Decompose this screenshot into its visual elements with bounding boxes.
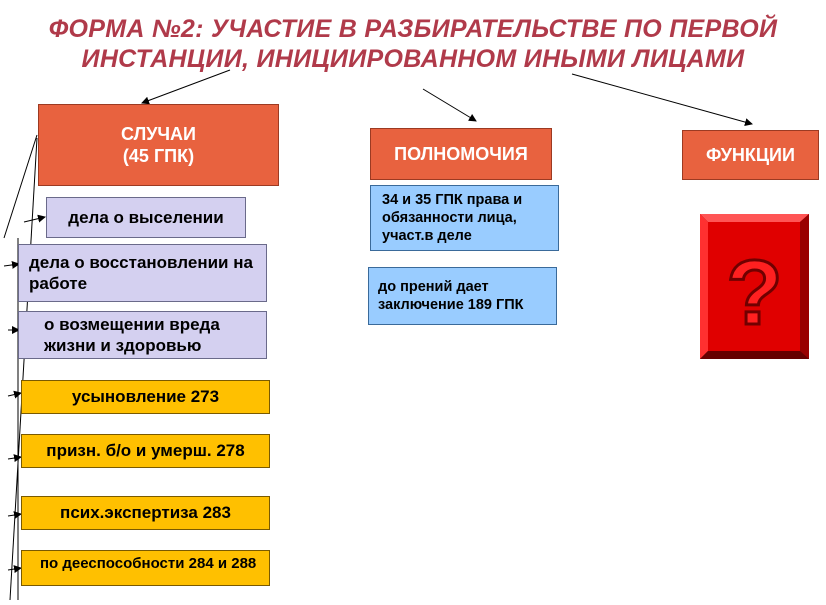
case-eviction <box>46 197 246 238</box>
case-missing-deceased <box>21 434 270 468</box>
case-label: дела о выселении <box>68 208 224 227</box>
title-line-1: ФОРМА №2: УЧАСТИЕ В РАЗБИРАТЕЛЬСТВЕ ПО ПЕРВОЙ <box>48 15 778 43</box>
arrow-case-4 <box>8 393 21 396</box>
arrow-to-cases <box>142 70 230 103</box>
power-rights-duties <box>370 185 559 251</box>
power-label: 34 и 35 ГПК права и обязанности лица, участ.в деле <box>382 192 523 244</box>
arrow-case-5 <box>8 457 21 459</box>
case-legal-capacity <box>21 550 270 586</box>
functions-header <box>682 130 819 180</box>
functions-header-label: ФУНКЦИИ <box>706 145 795 165</box>
question-mark-icon <box>700 214 809 359</box>
cases-header <box>38 104 279 186</box>
title-line-2: ИНСТАНЦИИ, ИНИЦИИРОВАННОМ ИНЫМИ ЛИЦАМИ <box>81 45 745 73</box>
cases-header-line-2: (45 ГПК) <box>122 146 195 166</box>
powers-header-label: ПОЛНОМОЧИЯ <box>394 144 528 164</box>
arrow-case-2 <box>4 264 19 266</box>
powers-header <box>370 128 552 180</box>
case-label: псих.экспертиза 283 <box>60 503 231 522</box>
case-adoption <box>21 380 270 414</box>
arrow-to-powers <box>423 89 476 121</box>
case-label: о возмещении вреда жизни и здоровью <box>44 315 220 355</box>
arrow-case-7 <box>8 568 21 570</box>
case-health-damage <box>18 311 267 359</box>
arrow-to-functions <box>572 74 752 124</box>
case-label: усыновление 273 <box>71 387 220 406</box>
question-mark-glyph: ? <box>726 242 783 344</box>
power-conclusion <box>368 267 557 325</box>
case-label: дела о восстановлении на работе <box>29 253 253 293</box>
case-psych-expertise <box>21 496 270 530</box>
case-reinstatement <box>18 244 267 302</box>
cases-header-line-1: СЛУЧАИ <box>121 124 196 144</box>
case-label: призн. б/о и умерш. 278 <box>46 441 245 460</box>
arrow-case-1 <box>24 217 45 222</box>
power-label: до прений дает заключение 189 ГПК <box>378 279 524 313</box>
case-label: по дееспособности 284 и 288 <box>40 555 257 572</box>
